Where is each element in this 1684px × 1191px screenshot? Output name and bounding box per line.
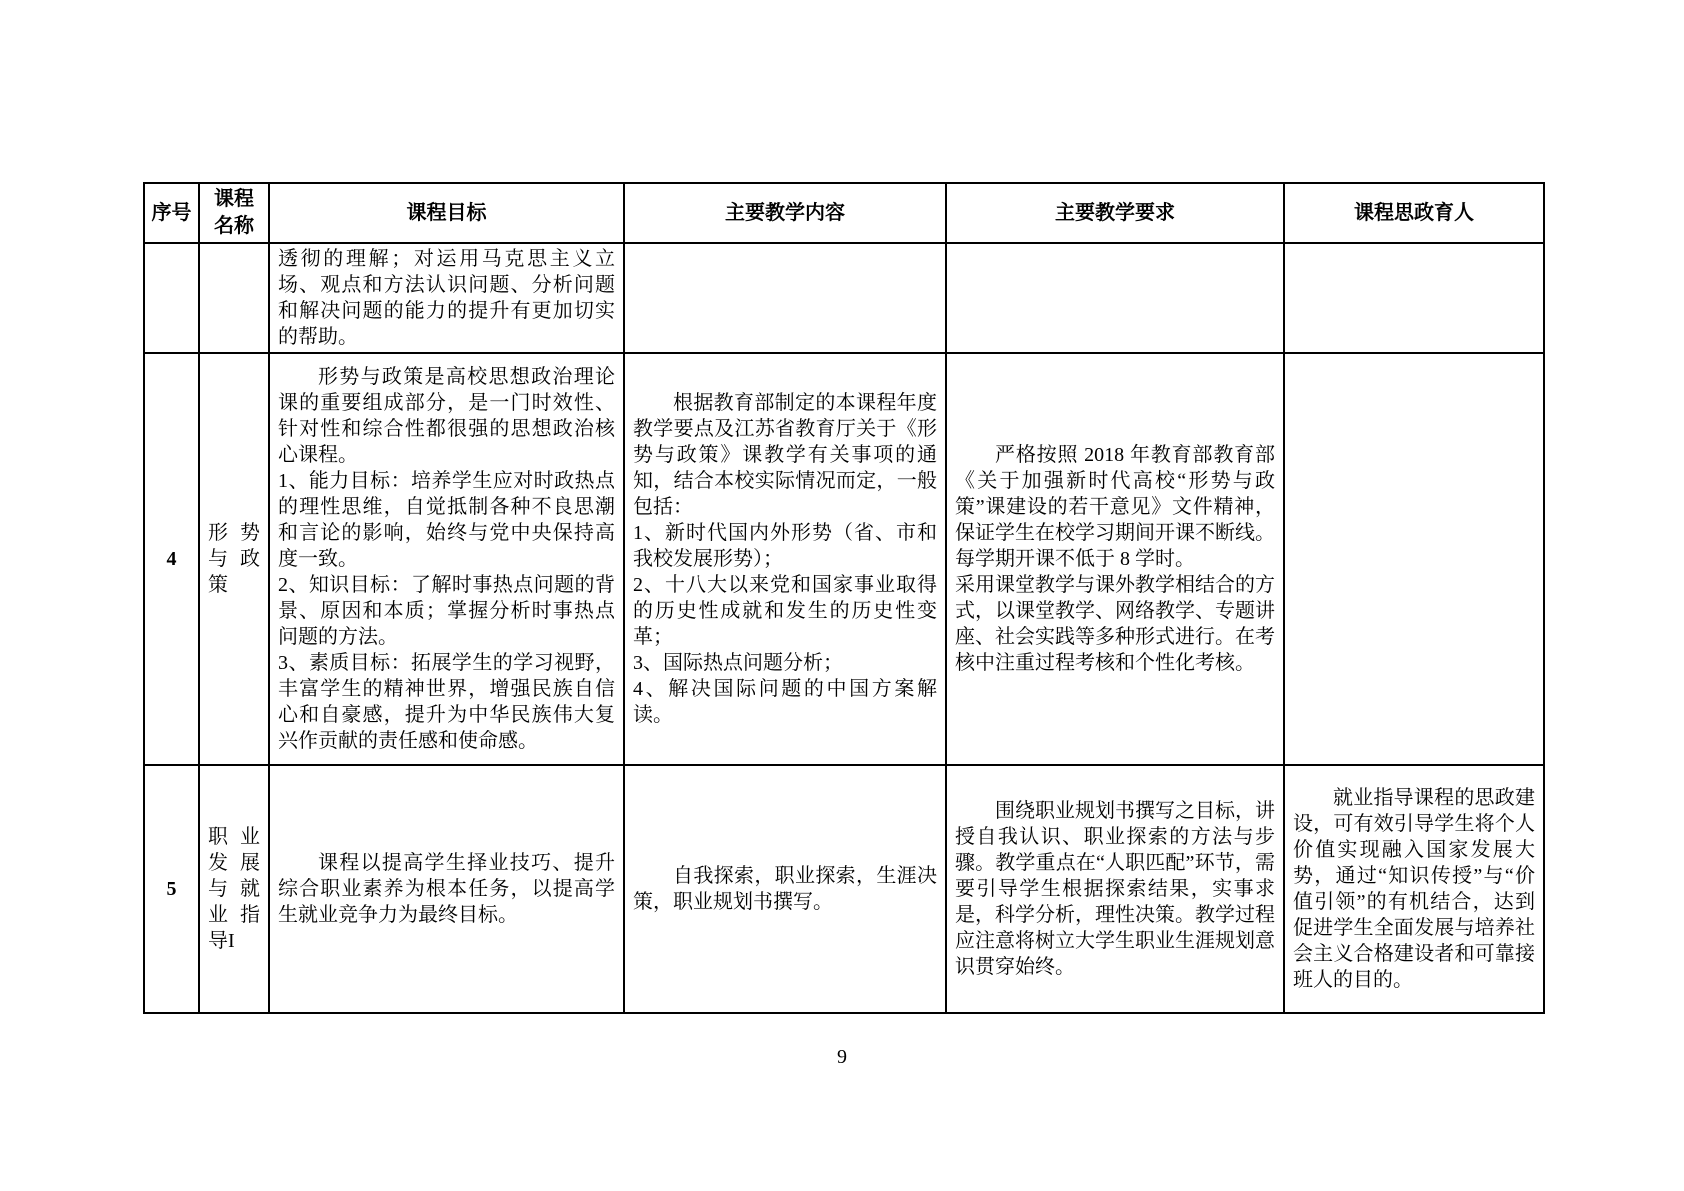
cell-course-name	[199, 243, 269, 353]
cell-seq: 5	[144, 765, 199, 1013]
paragraph: 课程以提高学生择业技巧、提升综合职业素养为根本任务，以提高学生就业竞争力为最终目标。	[278, 852, 615, 926]
paragraph: 透彻的理解；对运用马克思主义立场、观点和方法认识问题、分析问题和解决问题的能力的提升有更加切实的帮助。	[278, 248, 615, 348]
paragraph: 根据教育部制定的本课程年度教学要点及江苏省教育厅关于《形势与政策》课教学有关事项的通知，结合本校实际情况而定，一般包括：	[633, 392, 937, 518]
row-continuation	[144, 243, 1544, 353]
cell-objectives	[269, 243, 624, 353]
paragraph: 3、素质目标：拓展学生的学习视野，丰富学生的精神世界，增强民族自信心和自豪感，提升为中华民族伟大复兴作贡献的责任感和使命感。	[278, 652, 615, 752]
cell-teaching-requirements	[946, 353, 1284, 765]
paragraph: 1、新时代国内外形势（省、市和我校发展形势）；	[633, 522, 937, 570]
paragraph: 采用课堂教学与课外教学相结合的方式，以课堂教学、网络教学、专题讲座、社会实践等多种形式进行。在考核中注重过程考核和个性化考核。	[955, 574, 1275, 674]
cell-seq	[144, 243, 199, 353]
paragraph: 严格按照 2018 年教育部教育部《关于加强新时代高校“形势与政策”课建设的若干意见》文件精神，保证学生在校学习期间开课不断线。每学期开课不低于 8 学时。	[955, 444, 1275, 570]
paragraph: 4、解决国际问题的中国方案解读。	[633, 678, 937, 726]
cell-objectives	[269, 353, 624, 765]
cell-teaching-content	[624, 243, 946, 353]
cell-teaching-requirements	[946, 243, 1284, 353]
paragraph: 3、国际热点问题分析；	[633, 652, 843, 674]
cell-seq: 4	[144, 353, 199, 765]
cell-ideology	[1284, 243, 1544, 353]
cell-objectives	[269, 765, 624, 1013]
row-course-5	[144, 765, 1544, 1013]
paragraph: 围绕职业规划书撰写之目标，讲授自我认识、职业探索的方法与步骤。教学重点在“人职匹配”环节，需要引导学生根据探索结果，实事求是，科学分析，理性决策。教学过程应注意将树立大学生职业生涯规划意识贯穿始终。	[955, 800, 1275, 978]
page-number: 9	[837, 1046, 847, 1068]
header-course-name: 课程名称	[199, 183, 269, 243]
cell-teaching-content	[624, 353, 946, 765]
header-ideology: 课程思政育人	[1284, 183, 1544, 243]
paragraph: 1、能力目标：培养学生应对时政热点的理性思维，自觉抵制各种不良思潮和言论的影响，始终与党中央保持高度一致。	[278, 470, 615, 570]
paragraph: 2、十八大以来党和国家事业取得的历史性成就和发生的历史性变革；	[633, 574, 937, 648]
header-row	[144, 183, 1544, 243]
header-seq: 序号	[144, 183, 199, 243]
header-teaching-content: 主要教学内容	[624, 183, 946, 243]
cell-ideology	[1284, 353, 1544, 765]
cell-ideology	[1284, 765, 1544, 1013]
paragraph: 就业指导课程的思政建设，可有效引导学生将个人价值实现融入国家发展大势，通过“知识传授”与“价值引领”的有机结合，达到促进学生全面发展与培养社会主义合格建设者和可靠接班人的目的。	[1293, 787, 1535, 991]
paragraph: 形势与政策是高校思想政治理论课的重要组成部分，是一门时效性、针对性和综合性都很强的思想政治核心课程。	[278, 366, 615, 466]
cell-course-name: 形势与政策	[199, 353, 269, 765]
cell-course-name: 职业发展与就业指导I	[199, 765, 269, 1013]
paragraph: 2、知识目标：了解时事热点问题的背景、原因和本质；掌握分析时事热点问题的方法。	[278, 574, 615, 648]
header-objectives: 课程目标	[269, 183, 624, 243]
cell-teaching-requirements	[946, 765, 1284, 1013]
row-course-4	[144, 353, 1544, 765]
courses-table	[143, 182, 1545, 1014]
cell-teaching-content	[624, 765, 946, 1013]
paragraph: 自我探索，职业探索，生涯决策，职业规划书撰写。	[633, 865, 937, 913]
header-teaching-requirements: 主要教学要求	[946, 183, 1284, 243]
